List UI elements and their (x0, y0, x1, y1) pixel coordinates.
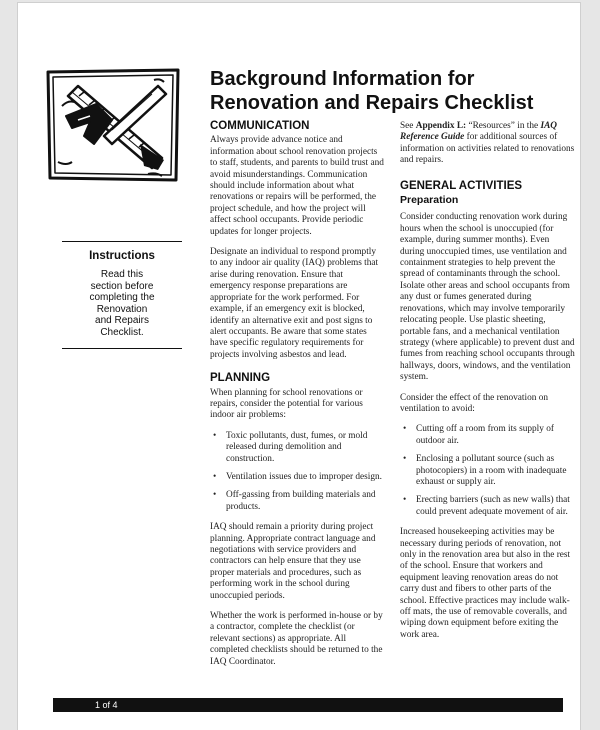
list-item: • Off-gassing from building materials and products. (210, 490, 385, 513)
title-line-1: Background Information for (210, 68, 475, 90)
communication-paragraph-2: Designate an individual to respond promptly to any indoor air quality (IAQ) problems that arise during renovation. Ensure that emergency response preparations are appropriate for the work performed. For example, if an emergency exit is blocked, identify an alternative exit and post signs to alert occupants. Be aware that some states have specific regulatory requirements for projects involving asbestos and lead. (210, 247, 379, 360)
appendix-note (400, 121, 575, 167)
appendix-rest: for additional sources of information on activities related to renovations and repairs. (400, 132, 575, 166)
right-column (400, 121, 575, 650)
ventilation-bullet-list (400, 424, 575, 518)
instructions-box (62, 241, 182, 349)
preparation-subheading: Preparation (400, 194, 459, 207)
list-item: • Cutting off a room from its supply of outdoor air. (400, 424, 575, 447)
list-item: • Toxic pollutants, dust, fumes, or mold released during demolition and construction. (210, 431, 385, 465)
appendix-quote: “Resources” in the (466, 121, 541, 131)
planning-paragraph-2: Whether the work is performed in-house or by a contractor, complete the checklist (or relevant sections) as appropriate. All completed checklists should be returned to the IAQ Coordinator. (210, 611, 383, 667)
ventilation-intro: Consider the effect of the renovation on ventilation to avoid: (400, 392, 549, 414)
planning-intro: When planning for school renovations or repairs, consider the potential for various indoor air problems: (210, 387, 363, 421)
general-activities-heading: GENERAL ACTIVITIES (400, 179, 523, 192)
planning-bullet-list (210, 431, 385, 513)
housekeeping-paragraph: Increased housekeeping activities may be necessary during periods of renovation, not only in the renovation area but also in the rest of the school. Ensure that workers and equipment leaving renovation areas do not carry dust and fibers to other parts of the school. Effective practices may include walk-off mats, the use of removable coveralls, and wiping down equipment before exiting the work area. (400, 527, 571, 640)
communication-paragraph-1: Always provide advance notice and information about school renovation projects to staff, students, and parents to build trust and avoid misunderstandings. Communication should include information about what renovations or repairs will be performed, the project schedule, and how the project will affect school occupants. Provide periodic updates for longer projects. (210, 135, 384, 237)
hammer-and-saw-icon (44, 66, 182, 184)
list-item: • Enclosing a pollutant source (such as photocopiers) in a room with inadequate exhaust or supply air. (400, 454, 575, 488)
guide-title: IAQ Reference Guide (400, 121, 558, 143)
instructions-text: Read this section before completing the Renovation and Repairs Checklist. (89, 269, 155, 338)
document-page (18, 3, 580, 730)
page-title (210, 67, 570, 115)
page-footer (53, 698, 563, 712)
appendix-reference: Appendix L: (415, 121, 467, 131)
appendix-prefix: See (400, 121, 416, 131)
planning-heading: PLANNING (210, 372, 271, 385)
left-column (210, 121, 385, 677)
instructions-heading: Instructions (89, 250, 155, 262)
planning-paragraph-1: IAQ should remain a priority during project planning. Appropriate contract language and negotiations with service providers and contractors can help ensure that they use proper materials and procedures, such as performing work in the school during unoccupied periods. (210, 522, 376, 601)
list-item: • Erecting barriers (such as new walls) that could prevent adequate movement of air. (400, 495, 575, 518)
preparation-paragraph: Consider conducting renovation work during hours when the school is unoccupied (for example, during summer months). Even during unoccupied times, use ventilation and containment strategies to help prevent the spread of contaminants through the school. Isolate other areas and school occupants from any dust or fumes generated during renovations, which may involve temporarily relocating people. Use plastic sheeting, portable fans, and a mechanical ventilation strategy (where applicable) to prevent dust and fumes from reaching school occupants through hallways, doors, windows, and the ventilation system. (400, 212, 575, 383)
page-number: 1 of 4 (95, 700, 118, 710)
communication-heading: COMMUNICATION (210, 120, 310, 132)
title-line-2: Renovation and Repairs Checklist (210, 92, 534, 114)
list-item: • Ventilation issues due to improper design. (210, 472, 385, 483)
